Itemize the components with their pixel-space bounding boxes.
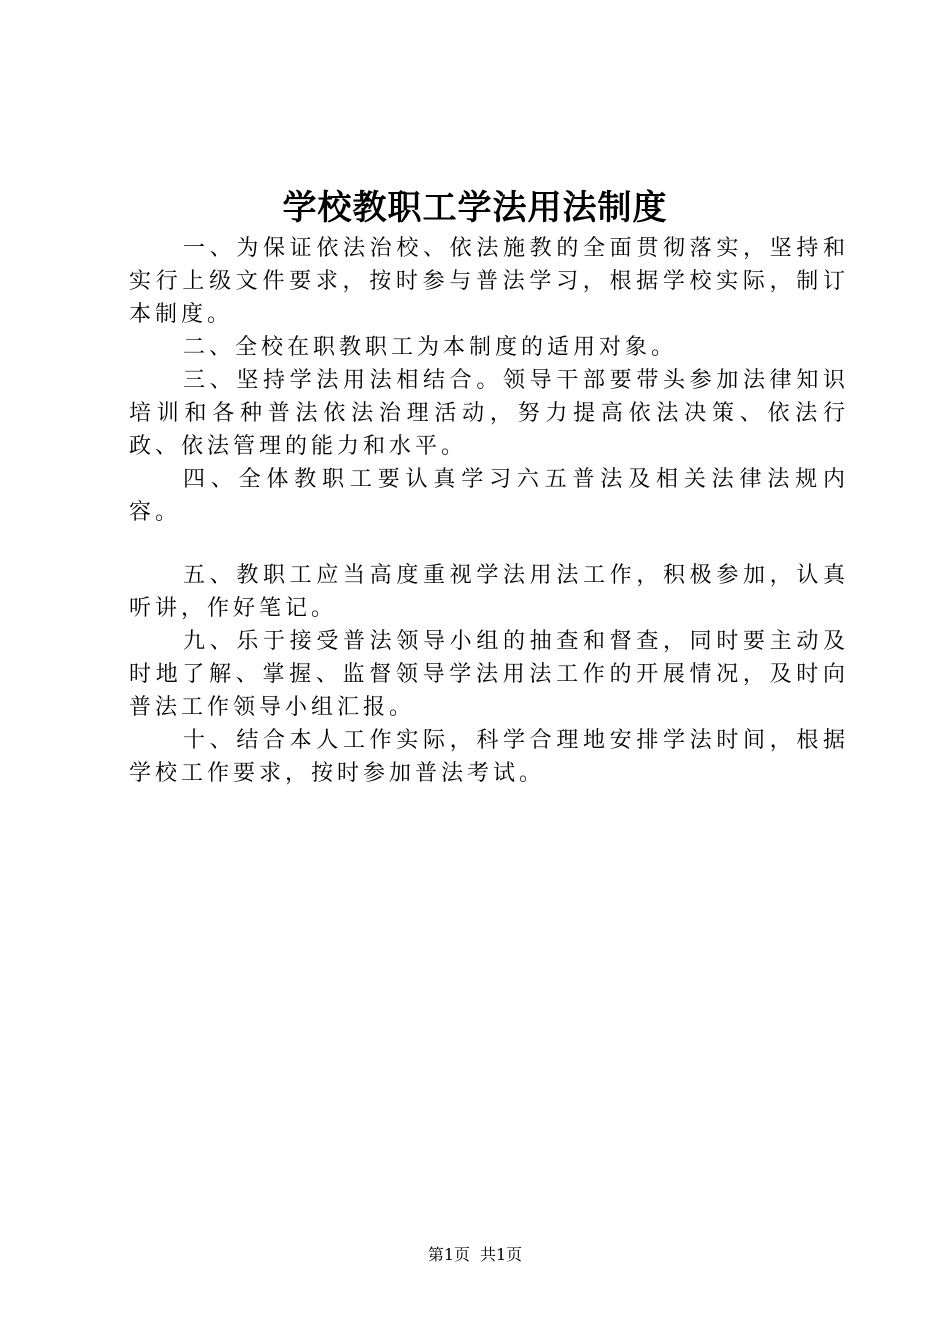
paragraph-3: 三、坚持学法用法相结合。领导干部要带头参加法律知识培训和各种普法依法治理活动，努力提高依法决策、依法行政、依法管理的能力和水平。 bbox=[129, 368, 849, 459]
paragraph-1: 一、为保证依法治校、依法施教的全面贯彻落实，坚持和实行上级文件要求，按时参与普法学习，根据学校实际，制订本制度。 bbox=[129, 236, 849, 327]
paragraph-10: 十、结合本人工作实际，科学合理地安排学法时间，根据学校工作要求，按时参加普法考试。 bbox=[129, 728, 849, 786]
document-body bbox=[129, 232, 849, 790]
document-title: 学校教职工学法用法制度 bbox=[282, 188, 668, 228]
page-number: 第1页 bbox=[427, 1245, 470, 1264]
paragraph-2: 二、全校在职教职工为本制度的适用对象。 bbox=[183, 335, 678, 360]
page-total: 共1页 bbox=[480, 1245, 523, 1264]
paragraph-9: 九、乐于接受普法领导小组的抽查和督查，同时要主动及时地了解、掌握、监督领导学法用法工作的开展情况，及时向普法工作领导小组汇报。 bbox=[129, 629, 849, 720]
page-footer bbox=[0, 1244, 950, 1266]
paragraph-4: 四、全体教职工要认真学习六五普法及相关法律法规内容。 bbox=[129, 467, 849, 525]
paragraph-5: 五、教职工应当高度重视学法用法工作，积极参加，认真听讲，作好笔记。 bbox=[129, 563, 849, 621]
